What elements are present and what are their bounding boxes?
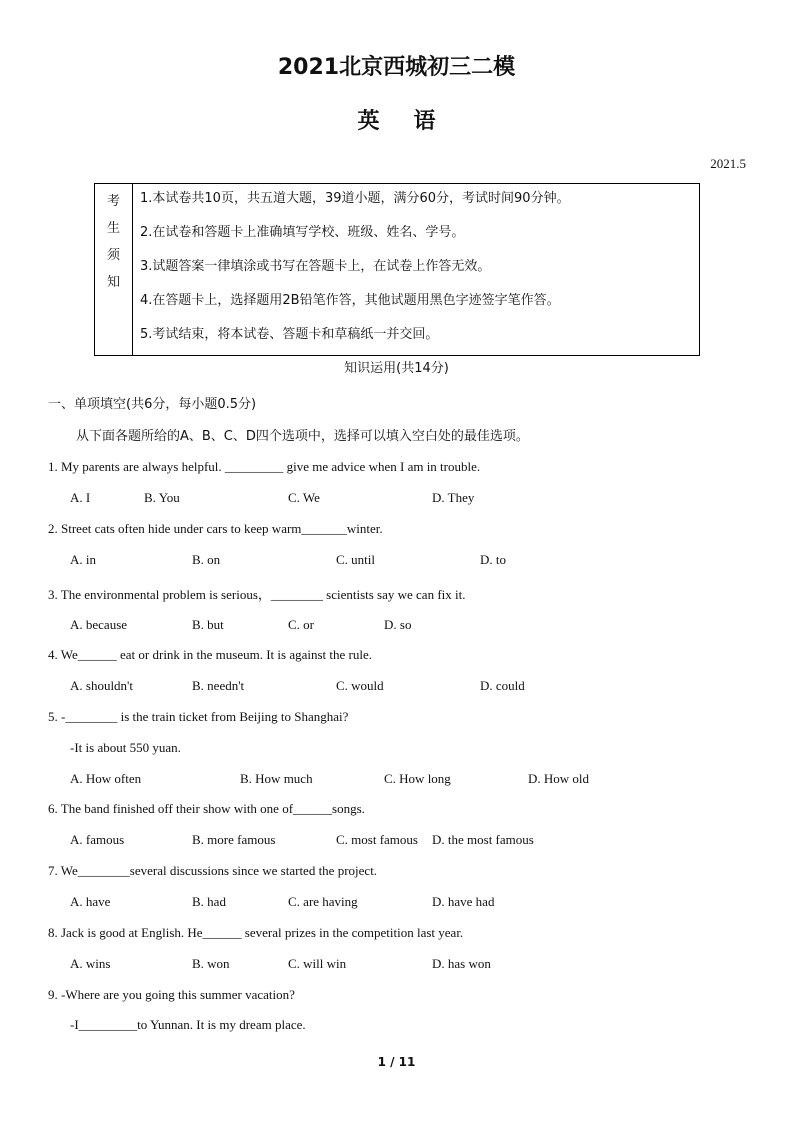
option: D. could [480,678,525,693]
notice-box [94,183,700,356]
notice-items [133,184,699,355]
option: C. are having [288,894,358,909]
question-stem: 4. We______ eat or drink in the museum. It is against the rule. [48,647,373,662]
question-stem: 9. -Where are you going this summer vacation? [48,987,295,1002]
option: A. in [70,552,96,567]
option: D. to [480,552,506,567]
option: C. would [336,678,384,693]
question-stem: 6. The band finished off their show with one of______songs. [48,801,365,816]
option: D. has won [432,956,491,971]
option: C. or [288,617,314,632]
section-caption: 知识运用(共14分) [344,361,449,376]
option: C. until [336,552,376,567]
notice-item: 4.在答题卡上，选择题用2B铅笔作答，其他试题用黑色字迹签字笔作答。 [140,293,560,308]
notice-label-char: 知 [106,275,120,290]
option: D. How old [528,771,590,786]
notice-label [95,184,133,355]
instructions: 从下面各题所给的A、B、C、D四个选项中，选择可以填入空白处的最佳选项。 [76,429,529,444]
question-stem: 7. We________several discussions since we started the project. [48,863,378,878]
option: D. the most famous [432,832,534,847]
option: D. have had [432,894,495,909]
option: A. wins [70,956,111,971]
option: A. shouldn't [70,678,134,693]
option: A. famous [70,832,125,847]
question-stem: 3. The environmental problem is serious，________ scientists say we can fix it. [48,587,466,602]
question-stem: 5. -________ is the train ticket from Beijing to Shanghai? [48,709,349,724]
question-reply: -It is about 550 yuan. [70,740,181,755]
question-stem: 2. Street cats often hide under cars to keep warm_______winter. [48,521,383,536]
option: B. You [144,490,180,505]
option: B. needn't [192,678,245,693]
notice-label-char: 须 [106,248,120,263]
option: A. I [70,490,91,505]
notice-item: 3.试题答案一律填涂或书写在答题卡上，在试卷上作答无效。 [140,259,491,274]
exam-date: 2021.5 [710,156,746,171]
option: B. won [192,956,230,971]
option: D. so [384,617,412,632]
option: C. How long [384,771,451,786]
option: A. How often [70,771,142,786]
option: C. will win [288,956,347,971]
page-title: 2021北京西城初三二模 [277,55,516,80]
option: D. They [432,490,475,505]
option: C. most famous [336,832,418,847]
question-stem: 8. Jack is good at English. He______ several prizes in the competition last year. [48,925,464,940]
option: B. How much [240,771,313,786]
option: B. had [192,894,226,909]
notice-label-char: 考 [106,194,120,209]
option: A. have [70,894,111,909]
question-stem: 1. My parents are always helpful. _________ give me advice when I am in trouble. [48,459,481,474]
notice-label-char: 生 [106,221,120,236]
subject-title: 英语 [357,109,470,134]
part-heading: 一、单项填空(共6分，每小题0.5分) [48,397,257,412]
notice-item: 2.在试卷和答题卡上准确填写学校、班级、姓名、学号。 [140,225,465,240]
question-reply: -I_________to Yunnan. It is my dream place. [70,1017,306,1032]
notice-item: 1.本试卷共10页，共五道大题，39道小题，满分60分，考试时间90分钟。 [140,191,570,206]
option: B. but [192,617,224,632]
option: C. We [288,490,320,505]
option: A. because [70,617,128,632]
option: B. on [192,552,221,567]
option: B. more famous [192,832,276,847]
notice-item: 5.考试结束，将本试卷、答题卡和草稿纸一并交回。 [140,327,439,342]
page-number: 1 / 11 [377,1055,416,1069]
